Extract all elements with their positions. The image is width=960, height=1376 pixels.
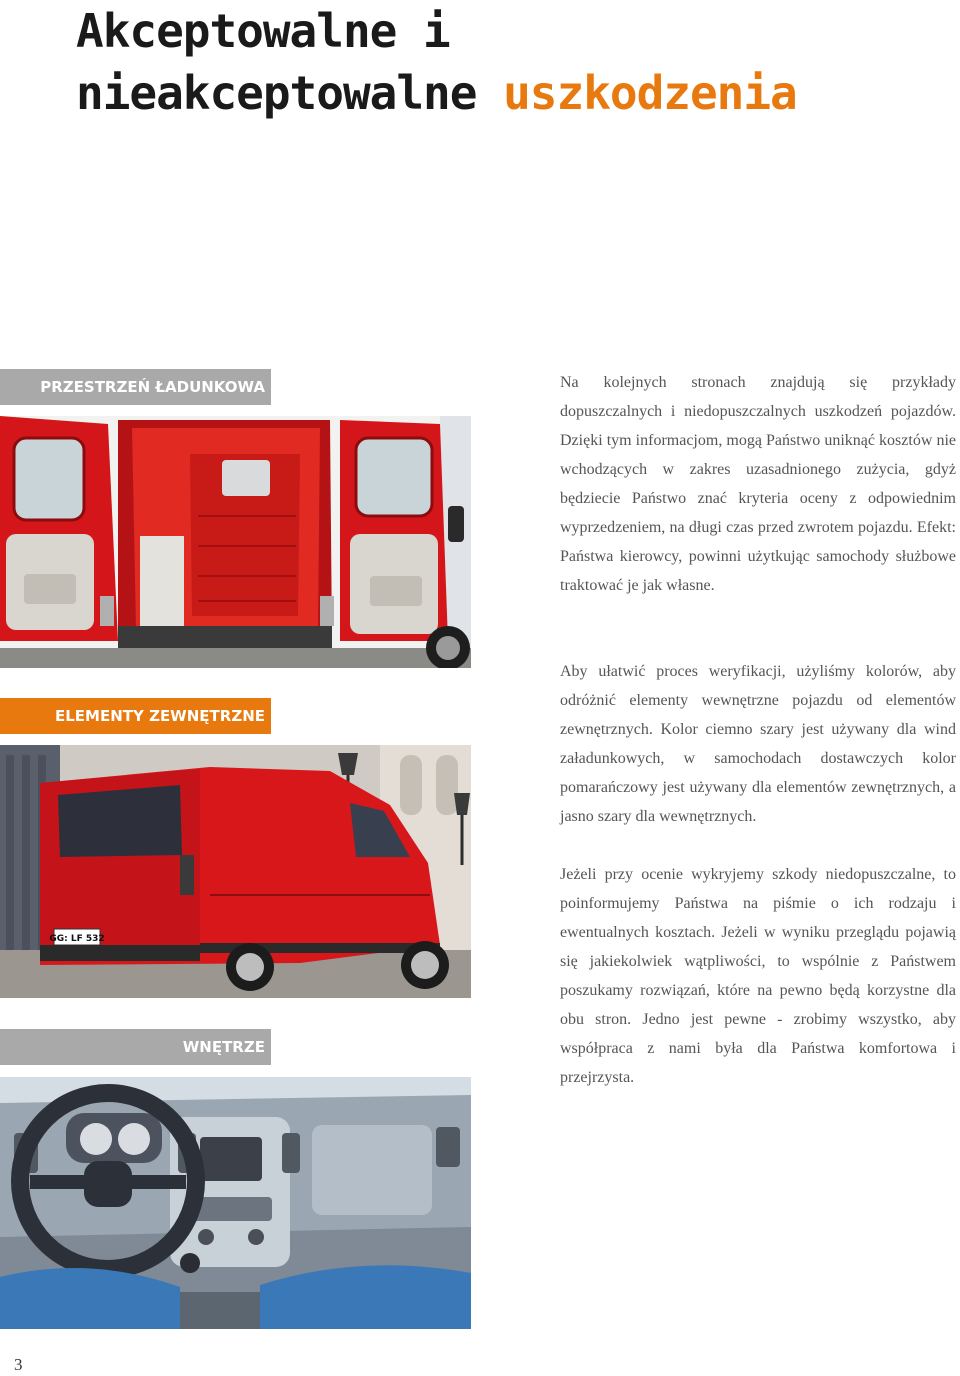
page-title — [76, 0, 797, 124]
interior-dashboard-photo — [0, 1077, 471, 1329]
title-line-1: Akceptowalne i — [76, 4, 450, 58]
section-tag-exterior — [0, 698, 271, 734]
title-line-2: nieakceptowalne — [76, 66, 504, 120]
cargo-space-photo — [0, 416, 471, 668]
intro-paragraph: Na kolejnych stronach znajdują się przykłady dopuszczalnych i niedopuszczalnych uszkodzeń pojazdów. Dzięki tym informacjom, mogą Państwo uniknąć kosztów nie wchodzących w zakres uzasadnionego zużycia, gdyż będziecie Państwo znać kryteria oceny z odpowiednim wyprzedzeniem, na długi czas przed zwrotem pojazdu. Efekt: Państwa kierowcy, powinni użytkując samochody służbowe traktować je jak własne. — [560, 374, 956, 594]
color-coding-paragraph: Aby ułatwić proces weryfikacji, użyliśmy kolorów, aby odróżnić elementy wewnętrzne pojazdu od elementów zewnętrznych. Kolor ciemno szary jest używany dla wind załadunkowych, w samochodach dostawczych kolor pomarańczowy jest używany dla elementów zewnętrznych, a jasno szary dla wewnętrznych. — [560, 663, 956, 825]
section-tag-interior — [0, 1029, 271, 1065]
title-accent: uszkodzenia — [503, 66, 797, 120]
section-tag-exterior-label: ELEMENTY ZEWNĘTRZNE — [54, 707, 265, 725]
section-tag-interior-label: WNĘTRZE — [182, 1038, 265, 1056]
section-tag-cargo — [0, 369, 271, 405]
page-number: 3 — [14, 1355, 23, 1374]
damage-notification-paragraph: Jeżeli przy ocenie wykryjemy szkody niedopuszczalne, to poinformujemy Państwa na piśmie o ich rodzaju i ewentualnych kosztach. Jeżeli w wyniku przeglądu pojawią się jakiekolwiek wątpliwości, to wspólnie z Państwem poszukamy rozwiązań, które na pewno będą korzystne dla obu stron. Jedno jest pewne - zrobimy wszystko, aby współpraca z nami była dla Państwa komfortowa i przejrzysta. — [560, 866, 956, 1086]
section-tag-cargo-label: PRZESTRZEŃ ŁADUNKOWA — [40, 378, 265, 396]
license-plate: GG: LF 532 — [49, 934, 105, 944]
van-exterior-photo — [0, 745, 471, 998]
